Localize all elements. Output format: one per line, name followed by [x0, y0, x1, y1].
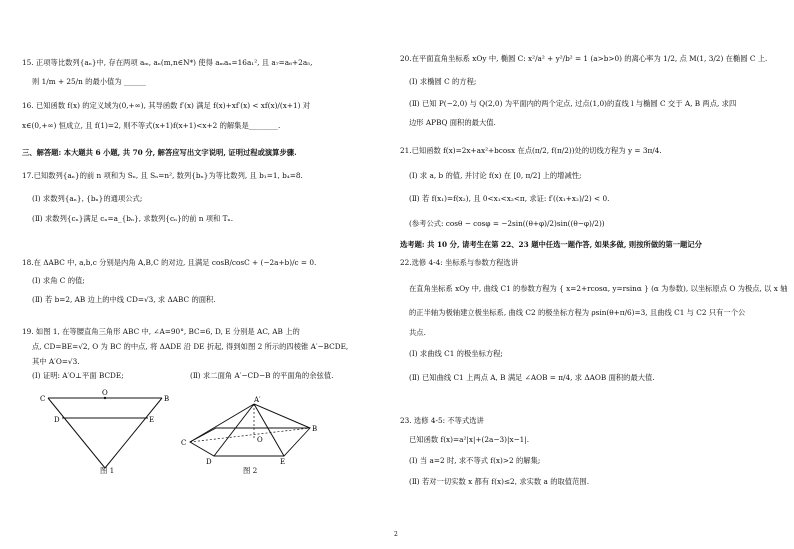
figure-1-caption: 图 1 [100, 466, 115, 475]
q20-part2b: 边形 APBQ 面积的最大值. [409, 118, 496, 127]
q19-line3: 其中 A′O=√3. [32, 357, 80, 366]
page-number: 2 [394, 531, 398, 538]
fig2-base [190, 428, 310, 456]
fig1-label-b: B [164, 395, 170, 403]
fig1-label-e: E [149, 416, 155, 424]
q20-line1: 20.在平面直角坐标系 xOy 中, 椭圆 C: x²/a² + y²/b² = 1 (a>b>0) 的离心率为 1/2, 点 M(1, 3/2) 在椭圆 C 上. [400, 54, 768, 63]
q16-line1: 16. 已知函数 f(x) 的定义域为(0,+∞), 其导函数 f′(x) 满足 f(x)+xf′(x) < xf(x)/(x+1) 对 [22, 101, 311, 110]
q23-part2: (Ⅱ) 若对一切实数 x 都有 f(x)≤2, 求实数 a 的取值范围. [409, 477, 590, 486]
fig2-label-b: B [312, 425, 318, 433]
q19-part2: (Ⅱ) 求二面角 A′−CD−B 的平面角的余弦值. [190, 371, 334, 380]
fig1-edge-ba [105, 398, 162, 468]
q23-part1: (Ⅰ) 当 a=2 时, 求不等式 f(x)>2 的解集; [409, 456, 541, 465]
q23-line1: 已知函数 f(x)=a²|x|+(2a−3)|x−1|. [409, 435, 530, 444]
q23-title: 23. 选修 4-5: 不等式选讲 [400, 416, 484, 425]
q17-line1: 17.已知数列{aₙ}的前 n 项和为 Sₙ, 且 Sₙ=n², 数列{bₙ}为等比数列, 且 b₁=1, b₄=8. [22, 171, 303, 180]
q18-line1: 18.在 ΔABC 中, a,b,c 分别是内角 A,B,C 的对边, 且满足 cosB/cosC + (−2a+b)/c = 0. [22, 258, 317, 267]
fig1-label-c: C [40, 395, 46, 403]
fig2-label-c: C [181, 439, 187, 447]
q22-part2: (Ⅱ) 已知曲线 C1 上两点 A, B 满足 ∠AOB = π/4, 求 ΔAOB 面积的最大值. [409, 373, 655, 382]
q21-reference: (参考公式: cosθ − cosφ = −2sin((θ+φ)/2)sin((θ−φ)/2)) [409, 219, 605, 228]
q22-line1: 在直角坐标系 xOy 中, 曲线 C1 的参数方程为 { x=2+rcosα, y=rsinα } (α 为参数), 以坐标原点 O 为极点, 以 x 轴 [409, 284, 788, 293]
q21-part2: (Ⅱ) 若 f(x₁)=f(x₂), 且 0<x₁<x₂<π, 求证: f′((x₁+x₂)/2) < 0. [409, 194, 610, 203]
fig2-edge-ac [190, 404, 254, 442]
elective-header: 选考题: 共 10 分, 请考生在第 22、23 题中任选一题作答, 如果多做, 则按所做的第一题记分 [400, 240, 702, 249]
q22-title: 22.选修 4-4: 坐标系与参数方程选讲 [400, 258, 519, 267]
q15-line1: 15. 正项等比数列{aₙ}中, 存在两项 aₘ, aₙ(m,n∈N*) 使得 aₘaₙ=16a₁², 且 a₇=a₆+2a₅, [22, 58, 313, 67]
fig2-edge-ad [214, 404, 254, 456]
figure-2-caption: 图 2 [243, 466, 258, 475]
q19-part1: (Ⅰ) 证明: A′O⊥平面 BCDE; [32, 371, 124, 380]
q18-part1: (Ⅰ) 求角 C 的值; [32, 276, 85, 285]
fig2-label-a: A′ [254, 396, 261, 404]
fig1-label-d: D [54, 416, 60, 424]
q19-line2: 点, CD=BE=√2, O 为 BC 的中点, 将 ΔADE 沿 DE 折起, 得到如图 2 所示的四棱锥 A′−BCDE, [32, 342, 349, 351]
q16-line2: x∈(0,+∞) 恒成立, 且 f(1)=2, 则不等式(x+1)f(x+1)<x+2 的解集是________. [22, 121, 281, 130]
fig2-label-d: D [206, 458, 212, 466]
section3-header: 三、解答题: 本大题共 6 小题, 共 70 分, 解答应写出文字说明, 证明过程或演算步骤. [22, 148, 297, 157]
fig2-diagonal-cb [190, 428, 310, 442]
fig2-label-e: E [280, 458, 286, 466]
q15-line2: 则 1/m + 25/n 的最小值为 ______ [32, 77, 146, 86]
q17-part2: (Ⅱ) 求数列{cₙ}满足 cₙ=a_{bₙ}, 求数列{cₙ}的前 n 项和 Tₙ. [32, 214, 234, 223]
q22-line3: 共点. [409, 328, 426, 337]
q22-part1: (Ⅰ) 求曲线 C1 的极坐标方程; [409, 349, 503, 358]
fig2-label-o: O [257, 436, 263, 444]
q21-line1: 21.已知函数 f(x)=2x+ax²+bcosx 在点(π/2, f(π/2))处的切线方程为 y = 3π/4. [400, 146, 662, 155]
q19-line1: 19. 如图 1, 在等腰直角三角形 ABC 中, ∠A=90°, BC=6, D, E 分别是 AC, AB 上的 [22, 327, 300, 336]
q22-line2: 的正半轴为极轴建立极坐标系, 曲线 C2 的极坐标方程为 ρsin(θ+π/6)=3, 且曲线 C1 与 C2 只有一个公 [409, 308, 746, 317]
fig1-label-o: O [102, 389, 108, 397]
q17-part1: (Ⅰ) 求数列{aₙ}, {bₙ}的通项公式; [32, 194, 143, 203]
q21-part1: (Ⅰ) 求 a, b 的值, 并讨论 f(x) 在 [0, π/2] 上的增减性; [409, 171, 582, 180]
q18-part2: (Ⅱ) 若 b=2, AB 边上的中线 CD=√3, 求 ΔABC 的面积. [32, 295, 216, 304]
q20-part1: (Ⅰ) 求椭圆 C 的方程; [409, 77, 477, 86]
fig2-edge-ab [254, 404, 310, 428]
fig1-point-o [104, 397, 106, 399]
fig2-edge-ae [254, 404, 284, 456]
q20-part2a: (Ⅱ) 已知 P(−2,0) 与 Q(2,0) 为平面内的两个定点, 过点(1,0)的直线 l 与椭圆 C 交于 A, B 两点, 求四 [409, 99, 737, 108]
fig1-edge-ca [48, 398, 105, 468]
